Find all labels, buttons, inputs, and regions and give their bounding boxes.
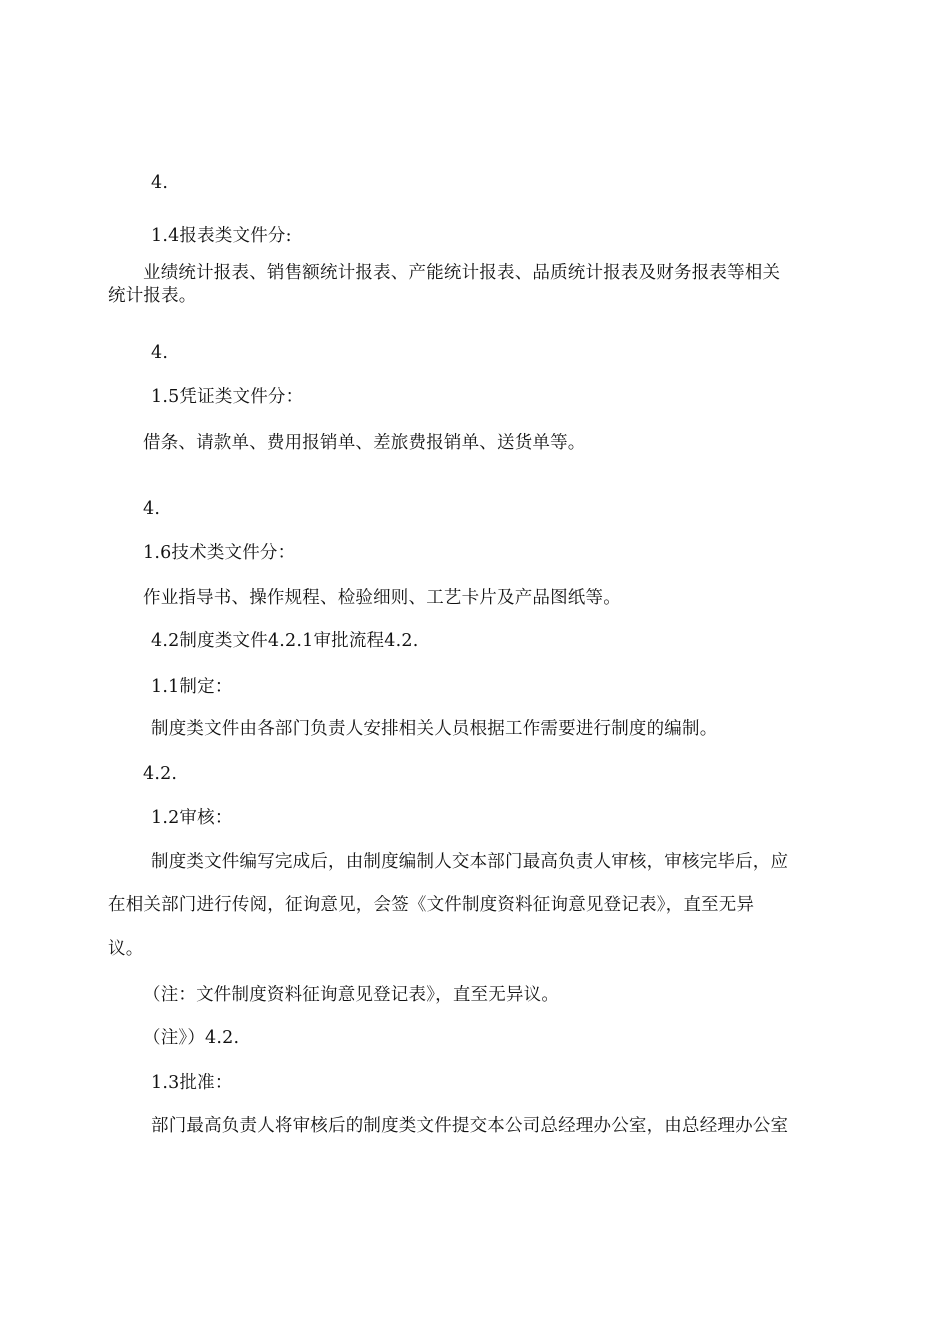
- paragraph-technical: 作业指导书、操作规程、检验细则、工艺卡片及产品图纸等。: [143, 588, 621, 608]
- heading-1-3-approve: 1.3批准：: [151, 1073, 233, 1093]
- heading-1-1-formulate: 1.1制定：: [151, 677, 233, 697]
- heading-1-4-reports: 1.4报表类文件分:: [151, 226, 292, 246]
- heading-1-5-vouchers: 1.5凭证类文件分：: [151, 387, 304, 407]
- heading-1-2-review: 1.2审核：: [151, 808, 233, 828]
- note-line-2: （注》）4.2.: [143, 1028, 240, 1048]
- paragraph-formulate: 制度类文件由各部门负责人安排相关人员根据工作需要进行制度的编制。: [151, 719, 718, 739]
- paragraph-review-line-2: 在相关部门进行传阅，征询意见，会签《文件制度资料征询意见登记表》，直至无异: [108, 895, 755, 915]
- heading-1-6-technical: 1.6技术类文件分：: [143, 543, 296, 563]
- paragraph-review-line-3: 议。: [108, 939, 144, 959]
- paragraph-reports-line-2: 统计报表。: [108, 286, 197, 306]
- section-number-4-2: 4.: [151, 343, 169, 363]
- paragraph-reports-line-1: 业绩统计报表、销售额统计报表、产能统计报表、品质统计报表及财务报表等相关: [143, 263, 781, 283]
- section-number-4-2-b: 4.2.: [143, 764, 178, 784]
- note-line-1: （注：文件制度资料征询意见登记表》，直至无异议。: [143, 985, 560, 1005]
- heading-4-2-system-docs: 4.2制度类文件4.2.1审批流程4.2.: [151, 631, 419, 651]
- paragraph-vouchers: 借条、请款单、费用报销单、差旅费报销单、送货单等。: [143, 433, 586, 453]
- paragraph-approve-line-1: 部门最高负责人将审核后的制度类文件提交本公司总经理办公室，由总经理办公室: [151, 1116, 789, 1136]
- section-number-4-3: 4.: [143, 499, 161, 519]
- paragraph-review-line-1: 制度类文件编写完成后，由制度编制人交本部门最高负责人审核，审核完毕后，应: [151, 852, 789, 872]
- section-number-4-1: 4.: [151, 173, 169, 193]
